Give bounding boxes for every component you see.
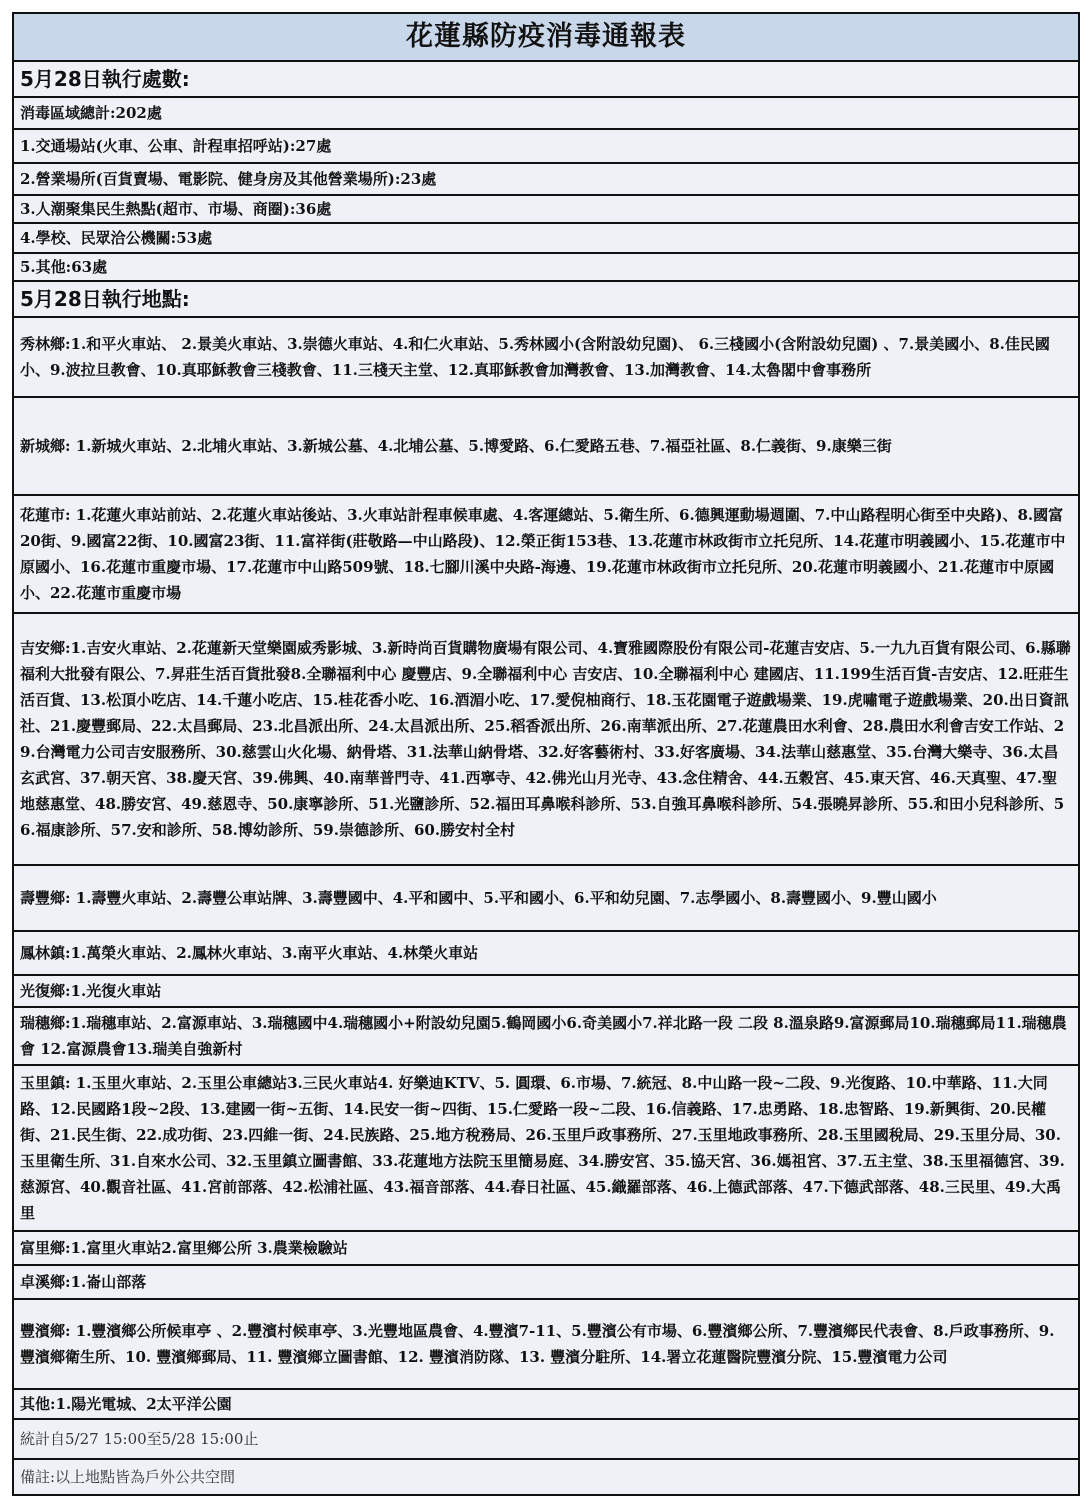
location-row-xincheng — [12, 398, 1080, 496]
location-row-fengbin — [12, 1300, 1080, 1390]
location-row-yuli — [12, 1066, 1080, 1232]
location-row-guangfu: 光復鄉:1.光復火車站 — [12, 976, 1080, 1008]
count-item-other: 5.其他:63處 — [12, 254, 1080, 282]
location-row-fuli: 富里鄉:1.富里火車站2.富里鄉公所 3.農業檢驗站 — [12, 1232, 1080, 1266]
location-row-ruisui — [12, 1008, 1080, 1066]
total-count: 消毒區域總計:202處 — [12, 98, 1080, 130]
count-item-business: 2.營業場所(百貨賣場、電影院、健身房及其他營業場所):23處 — [12, 164, 1080, 196]
count-item-crowd-hotspot: 3.人潮聚集民生熱點(超市、市場、商圈):36處 — [12, 196, 1080, 224]
location-text: 新城鄉: 1.新城火車站、2.北埔火車站、3.新城公墓、4.北埔公墓、5.博愛路、6.仁愛路五巷、7.福亞社區、8.仁義街、9.康樂三街 — [20, 437, 892, 455]
location-text: 吉安鄉:1.吉安火車站、2.花蓮新天堂樂園威秀影城、3.新時尚百貨購物廣場有限公司、4.寶雅國際股份有限公司-花蓮吉安店、5.一九九百貨有限公司、6.縣聯福利大批發有限公、7.昇莊生活百貨批發8.全聯福利中心 慶豐店、9.全聯福利中心 吉安店、10.全聯福利中心 建國店、11.199生活百貨-吉安店、12.旺莊生活百貨、13.松頂小吃店、14.千蓮小吃店、15.桂花香小吃、16.酒湄小吃、17.愛倪柚商行、18.玉花園電子遊戲場業、19.虎嘯電子遊戲場業、20.出日資訊社、21.慶豐郵局、22.太昌郵局、23.北昌派出所、24.太昌派出所、25.稻香派出所、26.南華派出所、27.花蓮農田水利會、28.農田水利會吉安工作站、29.台灣電力公司吉安服務所、30.慈雲山火化場、納骨塔、31.法華山納骨塔、32.好客藝術村、33.好客廣場、34.法華山慈惠堂、35.台灣大樂寺、36.太昌玄武宮、37.朝天宮、38.慶天宮、39.佛興、40.南華普門寺、41.西寧寺、42.佛光山月光寺、43.念住精舍、44.五穀宮、45.東天宮、46.天真聖、47.聖地慈惠堂、48.勝安宮、49.慈恩寺、50.康寧診所、51.光鹽診所、52.福田耳鼻喉科診所、53.自強耳鼻喉科診所、54.張曉昇診所、55.和田小兒科診所、56.福康診所、57.安和診所、58.博幼診所、59.崇德診所、60.勝安村全村 — [20, 639, 1071, 839]
location-row-fenglin: 鳳林鎮:1.萬榮火車站、2.鳳林火車站、3.南平火車站、4.林榮火車站 — [12, 932, 1080, 976]
location-section-header: 5月28日執行地點: — [12, 282, 1080, 318]
statistics-period: 統計自5/27 15:00至5/28 15:00止 — [12, 1420, 1080, 1460]
count-item-transport: 1.交通場站(火車、公車、計程車招呼站):27處 — [12, 130, 1080, 164]
location-text: 玉里鎮: 1.玉里火車站、2.玉里公車總站3.三民火車站4. 好樂迪KTV、5. 圓環、6.市場、7.統冠、8.中山路一段~二段、9.光復路、10.中華路、11.大同路、12.民國路1段~2段、13.建國一街~五街、14.民安一街~四街、15.仁愛路一段~二段、16.信義路、17.忠勇路、18.忠智路、19.新興街、20.民權街、21.民生街、22.成功街、23.四維一街、24.民族路、25.地方稅務局、26.玉里戶政事務所、27.玉里地政事務所、28.玉里國稅局、29.玉里分局、30.玉里衛生所、31.自來水公司、32.玉里鎮立圖書館、33.花蓮地方法院玉里簡易庭、34.勝安宮、35.協天宮、36.媽祖宮、37.五主堂、38.玉里福德宮、39.慈源宮、40.觀音社區、41.宮前部落、42.松浦社區、43.福音部落、44.春日社區、45.織羅部落、46.上德武部落、47.下德武部落、48.三民里、49.大禹里 — [20, 1074, 1065, 1222]
location-text: 壽豐鄉: 1.壽豐火車站、2.壽豐公車站牌、3.壽豐國中、4.平和國中、5.平和國小、6.平和幼兒園、7.志學國小、8.壽豐國小、9.豐山國小 — [20, 889, 937, 907]
location-row-xiulin — [12, 318, 1080, 398]
count-section-header: 5月28日執行處數: — [12, 62, 1080, 98]
location-row-zhuoxi: 卓溪鄉:1.崙山部落 — [12, 1266, 1080, 1300]
location-text: 花蓮市: 1.花蓮火車站前站、2.花蓮火車站後站、3.火車站計程車候車處、4.客運總站、5.衛生所、6.德興運動場週圍、7.中山路程明心街至中央路)、8.國富20街、9.國富22街、10.國富23街、11.富祥街(莊敬路—中山路段)、12.榮正街153巷、13.花蓮市林政街市立托兒所、14.花蓮市明義國小、15.花蓮市中原國小、16.花蓮市重慶市場、17.花蓮市中山路509號、18.七腳川溪中央路-海邊、19.花蓮市林政街市立托兒所、20.花蓮市明義國小、21.花蓮市中原國小、22.花蓮市重慶市場 — [20, 506, 1066, 602]
location-text: 秀林鄉:1.和平火車站、 2.景美火車站、3.崇德火車站、4.和仁火車站、5.秀林國小(含附設幼兒園)、 6.三棧國小(含附設幼兒園) 、7.景美國小、8.佳民國小、9.波拉旦教會、10.真耶穌教會三棧教會、11.三棧天主堂、12.真耶穌教會加灣教會、13.加灣教會、14.太魯閣中會事務所 — [20, 335, 1050, 379]
count-item-schools: 4.學校、民眾洽公機關:53處 — [12, 224, 1080, 254]
location-text: 豐濱鄉: 1.豐濱鄉公所候車亭 、2.豐濱村候車亭、3.光豐地區農會、4.豐濱7-11、5.豐濱公有市場、6.豐濱鄉公所、7.豐濱鄉民代表會、8.戶政事務所、9. 豐濱鄉衛生所、10. 豐濱鄉郵局、11. 豐濱鄉立圖書館、12. 豐濱消防隊、13. 豐濱分駐所、14.署立花蓮醫院豐濱分院、15.豐濱電力公司 — [20, 1322, 1055, 1366]
report-title: 花蓮縣防疫消毒通報表 — [12, 12, 1080, 62]
report-sheet — [12, 12, 1080, 1496]
location-row-hualien — [12, 496, 1080, 614]
remark-note: 備註:以上地點皆為戶外公共空間 — [12, 1460, 1080, 1496]
location-row-shoufeng — [12, 866, 1080, 932]
location-text: 瑞穗鄉:1.瑞穗車站、2.富源車站、3.瑞穗國中4.瑞穗國小+附設幼兒園5.鶴岡國小6.奇美國小7.祥北路一段 二段 8.溫泉路9.富源郵局10.瑞穗郵局11.瑞穗農會 12.富源農會13.瑞美自強新村 — [20, 1014, 1067, 1058]
location-row-jian — [12, 614, 1080, 866]
location-row-other: 其他:1.陽光電城、2太平洋公園 — [12, 1390, 1080, 1420]
